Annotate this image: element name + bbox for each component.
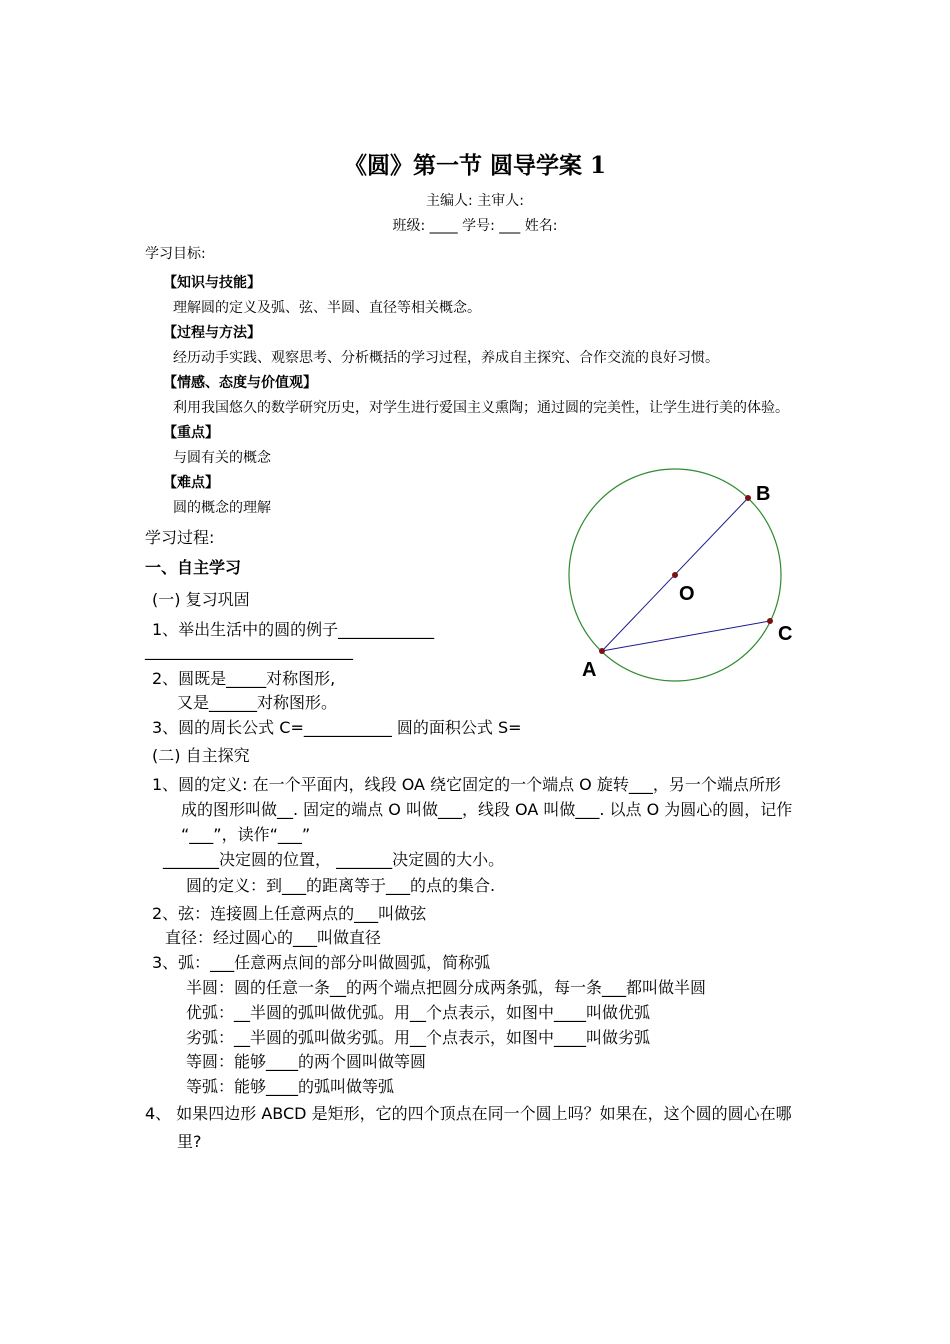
page-title: 《圆》第一节 圆导学案 1 <box>343 152 607 179</box>
section-self-study: 一、自主学习 <box>145 558 242 577</box>
circle-definition-line-4: _______决定圆的位置， _______决定圆的大小。 <box>163 850 505 869</box>
chord-ac <box>602 621 770 651</box>
circle-definition-line-5: 圆的定义：到___的距离等于___的点的集合. <box>186 876 496 895</box>
arc-definition: 3、弧：___任意两点间的部分叫做圆弧，简称弧 <box>152 953 491 972</box>
circle-definition-line-3: “___”，读作“___” <box>181 825 311 844</box>
difficulty-heading: 【难点】 <box>163 475 219 491</box>
knowledge-text: 理解圆的定义及弧、弦、半圆、直径等相关概念。 <box>173 300 481 316</box>
minor-arc-definition: 劣弧：__半圆的弧叫做劣弧。用__个点表示，如图中____叫做劣弧 <box>186 1028 651 1047</box>
semicircle-definition: 半圆：圆的任意一条__的两个端点把圆分成两条弧，每一条___都叫做半圆 <box>186 978 707 997</box>
circle-definition-line-2: 成的图形叫做__. 固定的端点 O 叫做___，线段 OA 叫做___. 以点 O 为圆心的圆，记作 <box>181 800 793 819</box>
focus-text: 与圆有关的概念 <box>173 450 271 466</box>
review-heading: (一) 复习巩固 <box>152 590 250 609</box>
diameter-definition: 直径：经过圆心的___叫做直径 <box>165 928 382 947</box>
label-c: C <box>778 623 793 645</box>
explore-heading: (二) 自主探究 <box>152 746 250 765</box>
point-c <box>767 618 773 624</box>
editors-line: 主编人: 主审人: <box>426 193 524 209</box>
process-heading: 学习过程: <box>145 528 215 547</box>
point-b <box>745 495 751 501</box>
label-b: B <box>756 483 771 505</box>
review-question-3: 3、圆的周长公式 C=___________ 圆的面积公式 S= <box>152 718 522 737</box>
point-o <box>672 572 678 578</box>
emotion-text: 利用我国悠久的数学研究历史，对学生进行爱国主义熏陶；通过圆的完美性，让学生进行美的体验。 <box>173 400 789 416</box>
label-o: O <box>679 583 695 605</box>
question-4-line-2: 里? <box>177 1132 202 1151</box>
emotion-heading: 【情感、态度与价值观】 <box>163 375 317 391</box>
objectives-heading: 学习目标: <box>145 246 206 262</box>
chord-definition: 2、弦：连接圆上任意两点的___叫做弦 <box>152 904 427 923</box>
review-question-1: 1、举出生活中的圆的例子____________ <box>152 620 435 639</box>
equal-arcs-definition: 等弧：能够____的弧叫做等弧 <box>186 1077 395 1096</box>
review-question-2a: 2、圆既是_____对称图形, <box>152 669 336 688</box>
circle-figure <box>555 455 815 690</box>
student-info-line: 班级: ____ 学号: ___ 姓名: <box>392 218 558 234</box>
review-question-1-line: __________________________ <box>145 641 353 660</box>
point-a <box>599 648 605 654</box>
equal-circles-definition: 等圆：能够____的两个圆叫做等圆 <box>186 1052 427 1071</box>
circle-definition-line-1: 1、圆的定义: 在一个平面内，线段 OA 绕它固定的一个端点 O 旋转___，另一个端点所形 <box>152 775 781 794</box>
major-arc-definition: 优弧：__半圆的弧叫做优弧。用__个点表示，如图中____叫做优弧 <box>186 1003 651 1022</box>
difficulty-text: 圆的概念的理解 <box>173 500 271 516</box>
review-question-2b: 又是______对称图形。 <box>177 693 338 712</box>
process-method-heading: 【过程与方法】 <box>163 325 261 341</box>
question-4-line-1: 4、 如果四边形 ABCD 是矩形，它的四个顶点在同一个圆上吗？如果在，这个圆的圆心在哪 <box>145 1104 792 1123</box>
label-a: A <box>582 659 597 681</box>
knowledge-heading: 【知识与技能】 <box>163 275 261 291</box>
focus-heading: 【重点】 <box>163 425 219 441</box>
process-method-text: 经历动手实践、观察思考、分析概括的学习过程，养成自主探究、合作交流的良好习惯。 <box>173 350 719 366</box>
